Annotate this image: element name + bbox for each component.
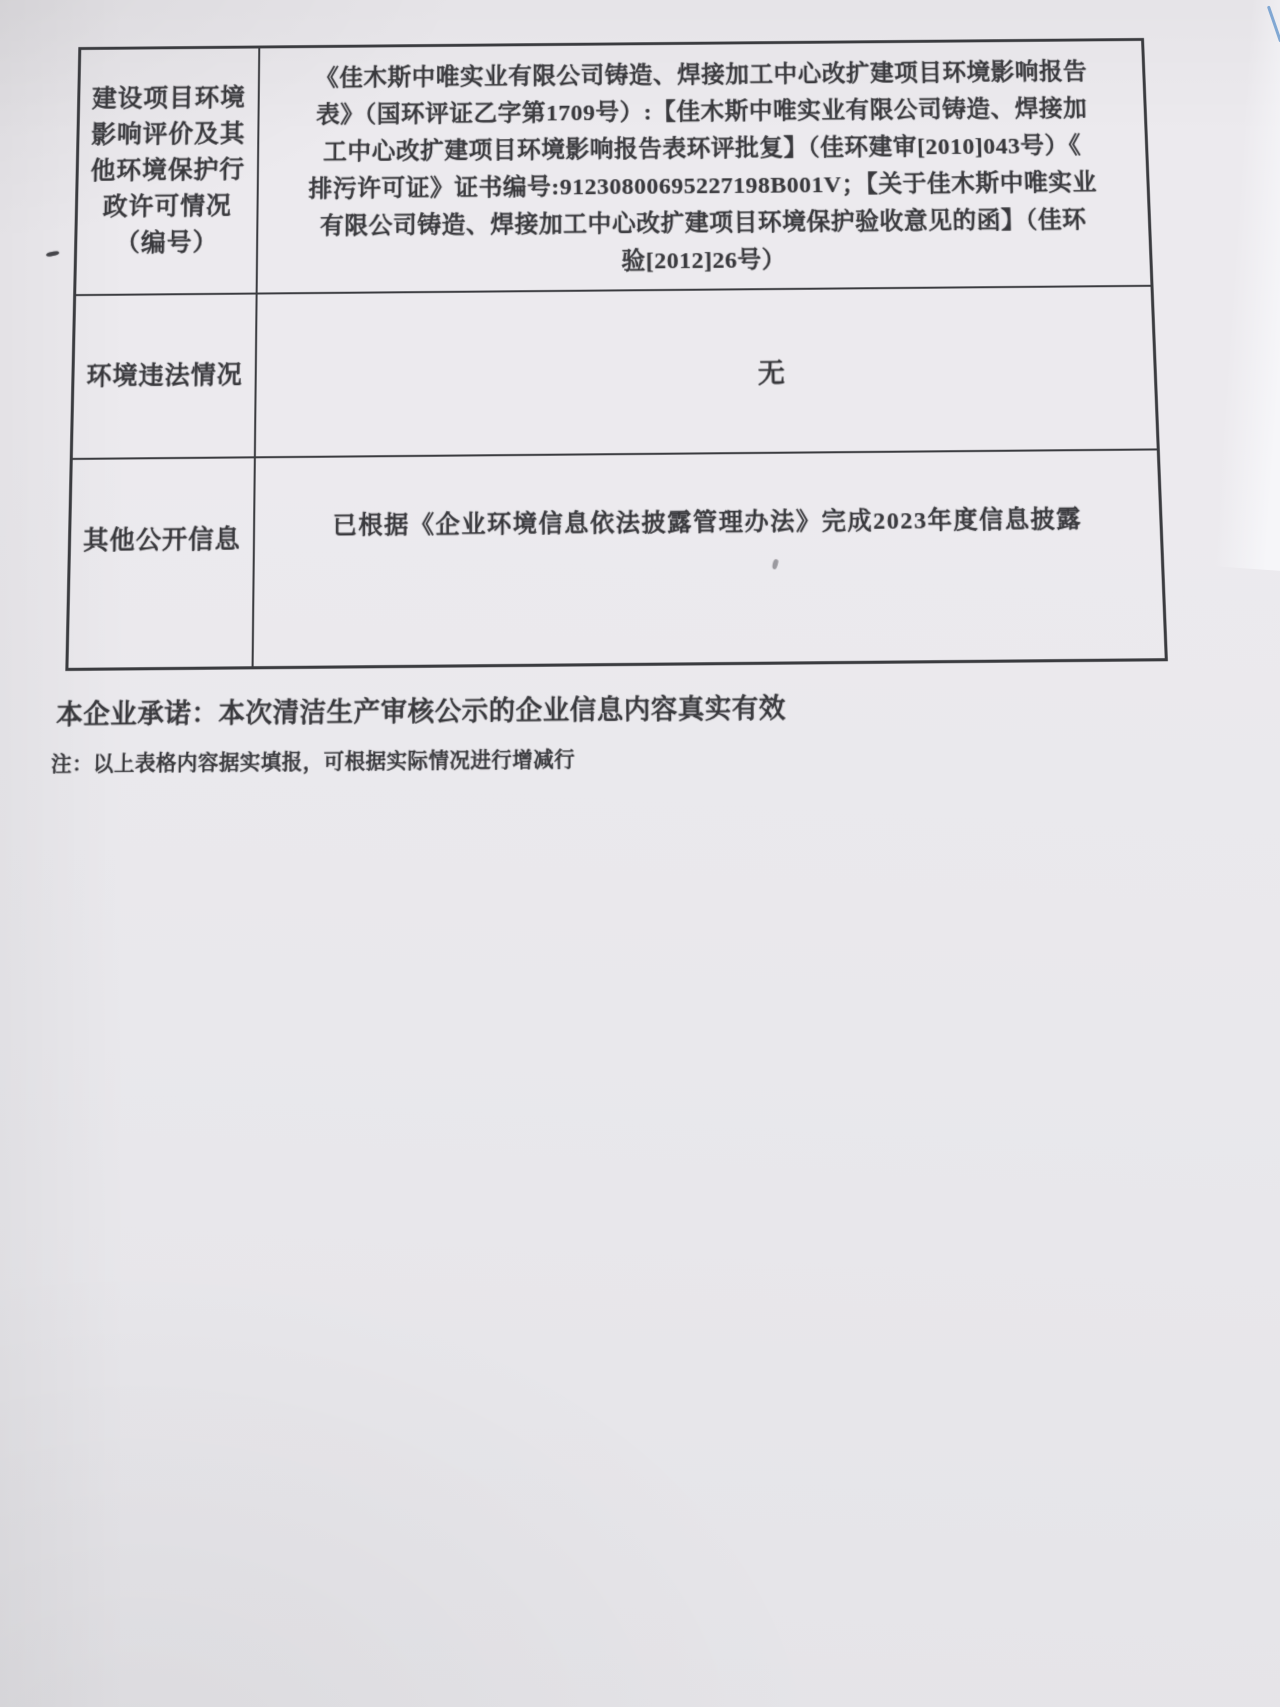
document-table xyxy=(65,38,1168,671)
pen-mark xyxy=(46,251,59,258)
value-line: 有限公司铸造、焊接加工中心改扩建项目环境保护验收意见的函】（佳环 xyxy=(319,207,1087,240)
cell-label-approval xyxy=(76,48,258,294)
label-line: 建设项目环境 xyxy=(91,84,247,113)
value-line: 已根据《企业环境信息依法披露管理办法》完成2023年度信息披露 xyxy=(332,506,1083,540)
document-sheet xyxy=(0,2,1280,1707)
cell-label-violation xyxy=(73,293,256,458)
note-statement: 注：以上表格内容据实填报，可根据实际情况进行增减行 xyxy=(50,749,576,777)
cell-label-other-info xyxy=(68,456,253,668)
value-line: 表》（国环评证乙字第1709号）:【佳木斯中唯实业有限公司铸造、焊接加 xyxy=(315,96,1088,129)
label-line: （编号） xyxy=(114,229,219,257)
value-line: 《佳木斯中唯实业有限公司铸造、焊接加工中心改扩建项目环境影响报告 xyxy=(314,59,1088,92)
label-line: 环境违法情况 xyxy=(86,361,243,391)
value-line: 工中心改扩建项目环境影响报告表环评批复】（佳环建审[2010]043号）《 xyxy=(323,133,1082,166)
label-line: 政许可情况 xyxy=(102,192,232,221)
label-line: 影响评价及其 xyxy=(91,120,246,149)
label-line: 其他公开信息 xyxy=(82,525,241,555)
cell-value-approval xyxy=(256,41,1151,293)
value-none: 无 xyxy=(757,357,786,389)
label-line: 他环境保护行 xyxy=(90,156,246,185)
cell-value-other-info xyxy=(252,448,1165,666)
promise-statement: 本企业承诺：本次清洁生产审核公示的企业信息内容真实有效 xyxy=(55,693,787,731)
cell-value-violation xyxy=(254,285,1157,457)
value-line: 排污许可证》证书编号:91230800695227198B001V；【关于佳木斯中唯实业 xyxy=(308,170,1098,203)
value-line: 验[2012]26号） xyxy=(621,247,787,275)
